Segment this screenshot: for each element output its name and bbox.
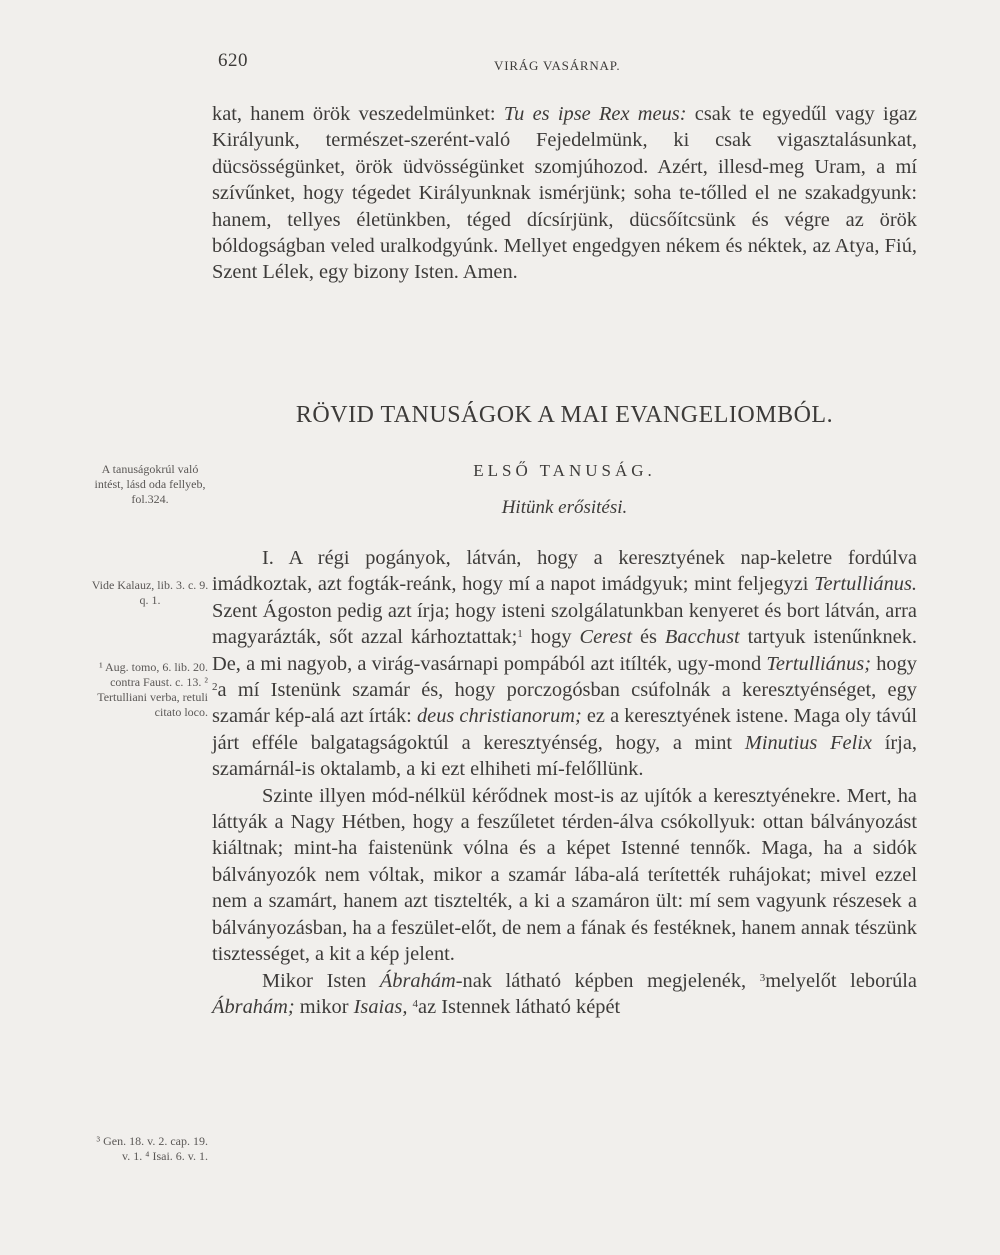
text-run: -nak látható képben megjelenék,	[455, 969, 760, 992]
text-run: ez a keresztyének istene. Maga oly távúl járt efféle balgatagságoktúl a keresztyénség, hogy, a mint	[212, 705, 917, 754]
italic-name: Ábrahám	[379, 969, 456, 992]
margin-note-4: ³ Gen. 18. v. 2. cap. 19. v. 1. ⁴ Isai. 6. v. 1.	[96, 1134, 208, 1163]
italic-quote: deus christianorum;	[416, 705, 582, 728]
paragraph-2: Szinte illyen mód-nélkül kérődnek most-is az ujítók a keresztyénekre. Mert, ha láttyák a Nagy Hétben, hogy a feszűletet térden-álva csókollyuk: ottan bálványozást kiáltnak; mint-ha faistenünk vólna és a képet Istenné tennők. Maga, ha a sidók bálványozók nem vóltak, mikor a szamár lába-alá terítették ruhájokat; mivel ezzel nem a szamárt, hanem azt tisztelték, a ki a szamáron ült: mí sem vagyunk részesek a bálványozásban, ha a feszület-előt, de nem a fának és festéknek, hanem annak tészünk tisztességet, a kit a kép jelent.	[212, 784, 917, 966]
italic-name: Ábrahám;	[212, 995, 295, 1018]
italic-name: Tertulliánus.	[814, 573, 917, 596]
margin-note-1: A tanuságokrúl való intést, lásd oda fellyeb, fol.324.	[94, 462, 206, 506]
text-run: tartyuk istenűnknek. De, a mi nagyob, a virág-vasárnapi pompából azt itílték, ugy-mond	[212, 626, 918, 675]
italic-name: Tertulliánus;	[766, 652, 871, 675]
footnote-marker: 1	[517, 628, 523, 641]
text-run: melyelőt leborúla	[765, 969, 917, 992]
text-run: Szent Ágoston pedig azt írja; hogy isteni szolgálatunkban kenyeret és bort látván, arra magyarázták, sőt azzal kárhoztattak;	[212, 599, 917, 649]
text-run: kat, hanem örök veszedelmünket:	[212, 103, 504, 125]
footnote-marker: 2	[212, 681, 218, 694]
text-run: mikor	[294, 995, 354, 1018]
section-title: RÖVID TANUSÁGOK A MAI EVANGELIOMBÓL.	[295, 402, 834, 428]
paragraph-3	[212, 968, 917, 1021]
margin-note-3: ¹ Aug. tomo, 6. lib. 20. contra Faust. c. 13. ² Tertulliani verba, retuli citato loco.	[97, 660, 208, 719]
section-subtitle: ELSŐ TANUSÁG.	[473, 461, 656, 480]
running-title: VIRÁG VASÁRNAP.	[494, 58, 621, 73]
paragraph-1	[212, 545, 917, 783]
italic-name: Bacchust	[664, 626, 740, 649]
text-run: hogy	[871, 652, 917, 675]
text-run: írja, szamárnál-is oktalamb, a ki ezt elhiheti mí-felőllünk.	[212, 731, 917, 781]
paragraph-closing-prayer	[212, 101, 917, 286]
top-text-block	[212, 101, 917, 286]
margin-note-2: Vide Kalauz, lib. 3. c. 9. q. 1.	[91, 578, 209, 607]
footnote-marker: 3	[759, 971, 766, 984]
text-run: és	[631, 626, 665, 649]
page-number: 620	[218, 50, 248, 71]
body-text-block	[212, 545, 917, 1020]
italic-name: Isaias,	[353, 995, 408, 1018]
text-run: az Istennek látható képét	[418, 995, 621, 1018]
text-run: I. A régi pogányok, látván, hogy a keresztyének nap-keletre fordúlva imádkoztak, azt fogták-reánk, hogy mí a napot imádgyuk; mint feljegyzi	[212, 547, 917, 596]
text-run: Mikor Isten	[262, 969, 380, 992]
footnote-marker: 4	[412, 997, 419, 1010]
italic-name: Cerest	[579, 626, 632, 649]
italic-name: Minutius Felix	[744, 731, 872, 754]
text-run: csak te egyedűl vagy igaz Királyunk, természet-szerént-való Fejedelmünk, ki csak vigasztalásunkat, dücsösségünket, örök üdvösségünket szomjúhozod. Azért, illesd-meg Uram, a mí szívűnket, hogy tégedet Királyunknak ismérjünk; soha te-tőlled el ne szakadgyunk: hanem, tellyes életünkben, téged dícsírjünk, dücsőítcsünk és végre az örök bóldogságban veled uralkodgyúnk. Mellyet engedgyen nékem és néktek, az Atya, Fiú, Szent Lélek, egy bizony Isten. Amen.	[212, 103, 917, 284]
text-run: hogy	[522, 626, 580, 649]
section-italic-title: Hitünk erősitési.	[501, 497, 628, 518]
italic-quote: Tu es ipse Rex meus:	[503, 103, 687, 125]
text-run: a mí Istenünk szamár és, hogy porczogósban csúfolnák a keresztyénséget, egy szamár kép-alá azt írták:	[212, 679, 917, 728]
